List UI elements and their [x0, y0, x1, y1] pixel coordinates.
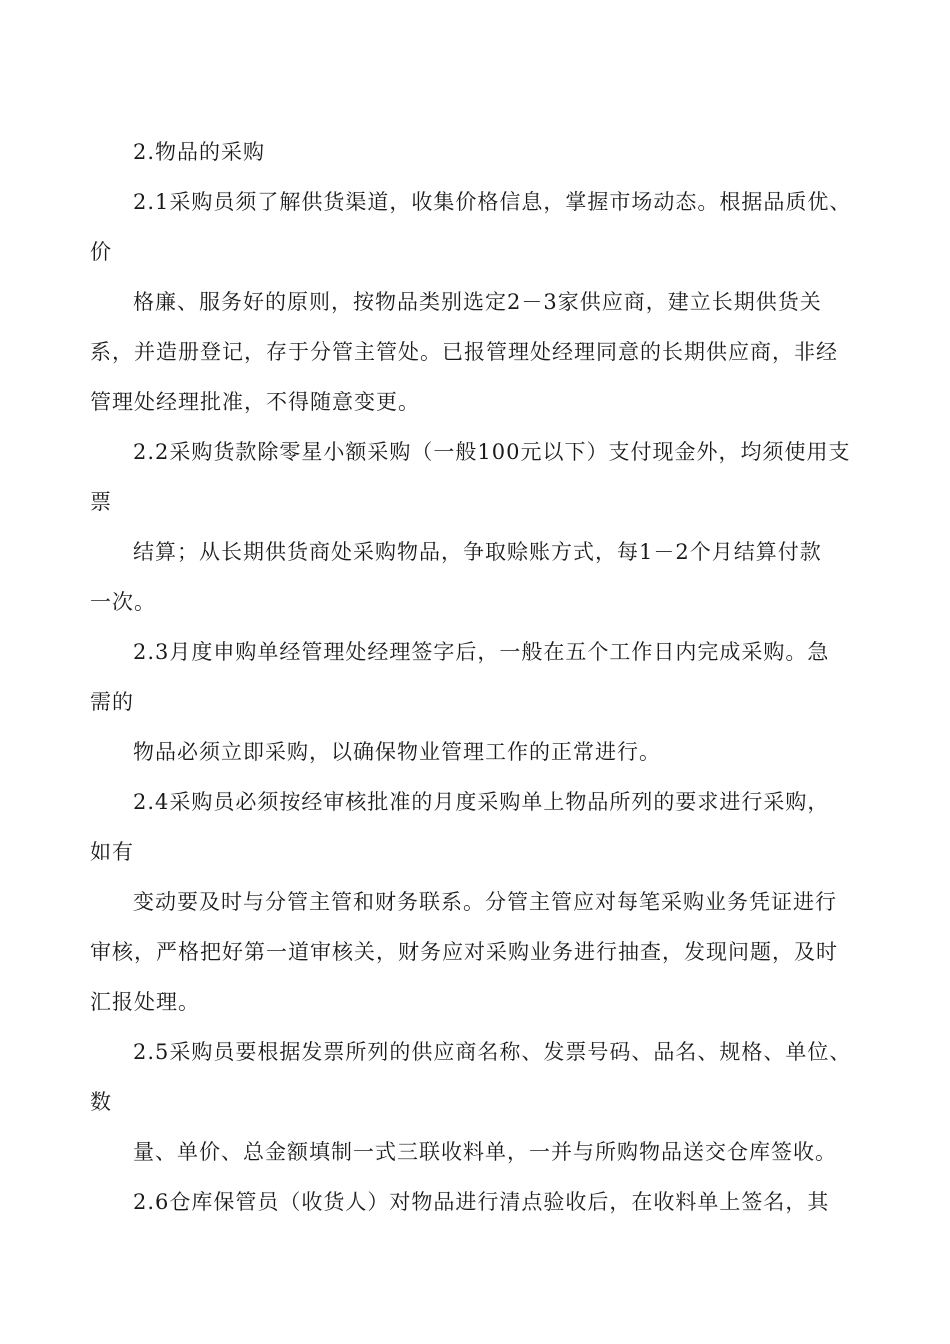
paragraph-line: 管理处经理批准，不得随意变更。 — [90, 390, 420, 414]
paragraph-line: 数 — [90, 1090, 112, 1114]
paragraph-line: 2.3月度申购单经管理处经理签字后，一般在五个工作日内完成采购。急 — [133, 640, 830, 664]
paragraph-line: 2.2采购货款除零星小额采购（一般100元以下）支付现金外，均须使用支 — [133, 440, 851, 464]
paragraph-line: 量、单价、总金额填制一式三联收料单，一并与所购物品送交仓库签收。 — [133, 1140, 837, 1164]
paragraph-line: 一次。 — [90, 590, 156, 614]
paragraph-line: 物品必须立即采购，以确保物业管理工作的正常进行。 — [133, 740, 661, 764]
paragraph-line: 如有 — [90, 840, 134, 864]
paragraph-line: 结算；从长期供货商处采购物品，争取赊账方式，每1－2个月结算付款 — [133, 540, 822, 564]
paragraph-line: 系，并造册登记，存于分管主管处。已报管理处经理同意的长期供应商，非经 — [90, 340, 838, 364]
paragraph-line: 2.5采购员要根据发票所列的供应商名称、发票号码、品名、规格、单位、 — [133, 1040, 852, 1064]
paragraph-line: 2.4采购员必须按经审核批准的月度采购单上物品所列的要求进行采购， — [133, 790, 830, 814]
paragraph-line: 需的 — [90, 690, 134, 714]
paragraph-line: 审核，严格把好第一道审核关，财务应对采购业务进行抽查，发现问题，及时 — [90, 940, 838, 964]
paragraph-line: 格廉、服务好的原则，按物品类别选定2－3家供应商，建立长期供货关 — [133, 290, 822, 314]
paragraph-line: 价 — [90, 240, 112, 264]
paragraph-line: 变动要及时与分管主管和财务联系。分管主管应对每笔采购业务凭证进行 — [133, 890, 837, 914]
paragraph-line: 2.6仓库保管员（收货人）对物品进行清点验收后，在收料单上签名，其 — [133, 1190, 830, 1214]
paragraph-line: 2.1采购员须了解供货渠道，收集价格信息，掌握市场动态。根据品质优、 — [133, 190, 852, 214]
paragraph-line: 汇报处理。 — [90, 990, 200, 1014]
paragraph-line: 票 — [90, 490, 112, 514]
section-heading: 2.物品的采购 — [133, 140, 266, 164]
